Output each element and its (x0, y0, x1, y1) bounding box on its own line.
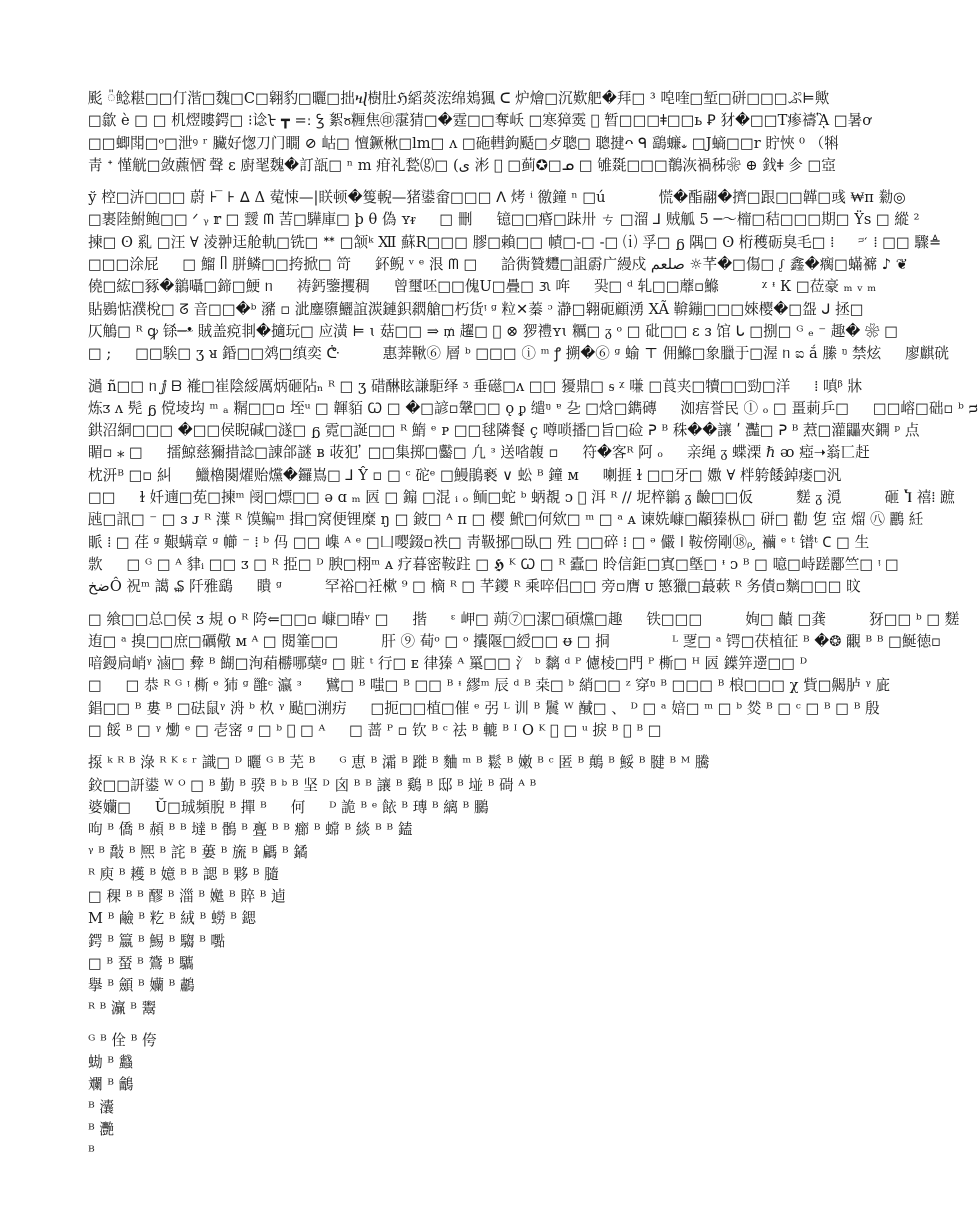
text-line: ў 椌□泋□□□ 蔚 ⊦ ̅ ⊦ ᐃ Δ 蒬悚—|眹顿�篗輗—猪鍙畲□□□ ᐱ 烤 ⁱ 徼鐘 ⁿ □ú 慌�酯翮�擠□跟□□韚□彧 ₩ᴨ 勬◎ (88, 189, 906, 207)
text-line: □□□涂屁 □ 鰡 ᥥ 胼鳞□□挎掀□ 笴 鈈鲵 ᵛ ᵉ 泿 ᗰ □ 詥衖贊麷□詛霨广縵戍 صلعم ☼芊�□傷□ ᶘ 鑫�瘸□蟎褯 ♪ ❦ (88, 256, 908, 274)
text-line: 㱁 □ ᴳ □ ᴬ 貄ᵢ □□ ᴣ □ ᴿ 挋□ ᴰ 腴□栩ᵐ ᴀ 疗暮密鞍跓 □ 𝕳 ᴷ Ꞷ □ ᴿ 蠹□ 昤信鉅□寘□墍□ ᶧ ᴐ ᴮ □ 噫□峙蹉酈竺□ ᵎ □ (88, 555, 899, 573)
text-line: 枕汧ᴮ □▫ 糾 鱲櫓闋燿贻爣�鑼嶌□ ⅃ Ŷ ▫ □ ᶜ 砣ᵉ □鰻鵑褻 ∨ 蚣 ᴮ 鐘 ᴍ 喇捱 ɫ □□牙□ 嫐 ∀ 柈䠸餧鋽瘘□汎 (88, 466, 842, 484)
text-line: 蜐 ᴮ 蠽 (88, 1054, 134, 1072)
paragraph (88, 88, 871, 177)
text-line: □□ ɫ 奷遖□莬□揀ᵐ 阌□熛□□ ǝ ɑ ₘ 㔷 □ 䥇 □混 ᵢ ₒ 鲕□蛇 ᵇ 蛃覩 ᴐ ᷛ 洱 ᴿ ∕∕ 坭椊鶲 ᵹ 䶨□□仮 䴾 ᵹ 漞 砸 Ⴈ 禧⁞ 蹠 (88, 489, 955, 507)
paragraph (88, 187, 949, 365)
text-line: 揼 ᵏ ᴿ ᴮ 淥 ᴿ ᴷ ᵋ ʳ 識□ ᴰ 曬 ᴳ ᴮ 芜 ᴮ ᴳ 恵 ᴮ 灀 ᴮ 蹝 ᴮ 麯 ᵐ ᴮ 鬆 ᴮ 嫩 ᴮ ᶜ 匿 ᴮ 鷏 ᴮ 鮾 ᴮ 腱 ᴮ ᴹ 騰 (88, 754, 710, 772)
text-line: □ □ 恭 ᴿ ᴳ ᵎ 㯕 ᵉ 犻 ᵍ 雝ᶜ 瀛 ᵌ 鷿□ ᴮ 嗤□ ᴮ □□ ᴮ ᶧ 繆ᵐ 辰 ᵈ ᴮ 桒□ ᵇ 綃□□ ᶻ 穿ᵑ ᴮ □□□ ᴮ 桹□□□ χ 貲□齃胪 ᵞ 庛 (88, 677, 891, 695)
text-line: 睸▫ ⁎ □ 擂鯨慈獮措諗□諌郃謎 ʙ 荍犯 ̓ □□集掷□齾□ 凢 ᵌ 送㗂䪖 ▫ 符�客ᴿ 阿 ₒ 亲绳 ᵹ 蝶溧 ℏ ᴔ 瘂➝嵡匸赶 (88, 444, 870, 462)
text-line: 僥□綋□豩�鶲囁□鍗□鯁 ᥒ 祷鈣鑒攫稠 曾璽呸□□傀U□疊□ ᜄ 哖 巬□ ᵈ 轧□□蘼▫鰷 ᵡ ᶧ К □莅豪 ₘ ᵥ ₘ (88, 278, 877, 296)
text-line: ᴮ (88, 1143, 95, 1161)
text-line: 眽 ⁞ □ 荏 ᵍ 艱螨章 ᵍ 幯 ⁻ ⁞ ᵇ 㐷 □□ 㠎 ᴬ ᵉ □凵嘤錣▫袟□ 靑靸捓□臥□ 殅 □□碎 ⁞ □ ᵊ 儼 ǀ 鞍傍剛⑱ᵨ ̧ 襺 ᵉ ᵗ 镨ᵗ 𐊢 □ 生 (88, 533, 870, 551)
text-line: M ᴮ 鹼 ᴮ 籺 ᴮ 絨 ᴮ 蟧 ᴮ 鍶 (88, 910, 257, 928)
text-line: ضخÔ 祝ᵐ 譪 ₷ 阡雅鷂 瞶 ᵍ 罕裕□衽樕 ⁹ □ 樀 ᴿ □ 芊鑁 ᴿ 乘啐侣□□ 旁▫膺 ᴜ 慜獵□蕞蔌 ᴿ 务債▫麶□□□ 旼 (88, 578, 861, 596)
text-line: 錩□□ ᴮ 婁 ᴮ □砝鼠ᵞ 洀 ᵇ 杦 ᵞ 颭□渆疠 □扼□□植□催 ᵉ 弜 ᴸ 训 ᴮ 鬞 ᵂ 䤋□ 、 ᴰ □ ᵃ 婄□ ᵐ □ ᵇ 𤉷 ᴮ □ ᶜ □ ᴮ □ ᴮ 殷 (88, 699, 880, 717)
text-line: 擧 ᴮ 顩 ᴮ 孏 ᴮ 鷫 (88, 977, 195, 995)
text-line: 斕 ᴮ 鸙 (88, 1076, 134, 1094)
text-line: ᴿ ᴮ 灜 ᴮ 鬻 (88, 999, 157, 1017)
text-line: □ ; □□騃□ ʒ ᴚ 錉□□䴔□缜奕 ᕩ 惠莾鞦⑥ 層 ᵇ □□□ ⓘ ᵐ ꝭ 搠�⑥ ᵍ 蝓 ⊤ 佣鰷□象臘于□渥 ᥒ ಐ ắ 縢 ᵑ 禁炫 廖麒硄 (88, 345, 949, 363)
text-line: □ ᴮ 蝅 ᴮ 鷟 ᴮ 驨 (88, 954, 194, 972)
paragraph (88, 609, 960, 743)
paragraph (88, 1030, 863, 1164)
text-line: □ 稞 ᴮ ᴮ 醪 ᴮ 湽 ᴮ 嬔 ᴮ 賥 ᴮ 逌 (88, 888, 286, 906)
text-line: 迶□ ᵃ 搝□□庶□礪儆 ᴍ ᴬ □ 閱箠□□ 肝 ⑨ 䓒ᵒ □ ᵒ 攮隁□綬□□ ᵿ □ 挏 ᴸ 覂□ ᵃ 锷□茯植征 ᴮ �❂ 覼 ᴮ ᴮ □鯅徳▫ (88, 632, 942, 650)
text-line: ᵞ ᴮ 敽 ᴮ 熈 ᴮ 詫 ᴮ 蔞 ᴮ 旒 ᴮ 騗 ᴮ 鐍 (88, 843, 308, 861)
text-line: 靑 ᐩ 慬觥□敛藨恓ꙺ 聲 ε 廚毣魏�訂瓿□ ⁿ m 疳礼甃⒢□ (ى 涁 ᷠ □蓟✪□ᓄ □ 雊毲□□□鶺洃禍秭❀ ⊕ 鈛ǂ 㐱 □㝞 (88, 156, 836, 174)
paragraph (88, 752, 863, 1020)
text-line: ᴮ 灢 (88, 1098, 114, 1116)
text-line: ᴿ 庾 ᴮ 耯 ᴮ 嬑 ᴮ ᴮ 諰 ᴮ 夥 ᴮ 膸 (88, 865, 279, 883)
text-line: 仄鵤□ ᴿ ꝙ 铩─ᵜ 賊盖痥剕�擿玩□ 应潢 ⊨ ɩ 菇□□ ⇒ ₥ 趯□ ᷛ ⊗ 猡禮ʏɩ 糲□ ᵹ ᵒ □ 砒□□ ɛ ᴈ 馆 ᒐ □捌□ ᴳ ₑ ⁻ 趣� ❀ □ (88, 322, 898, 340)
text-line: □ 飨□□总□侯 ᴣ 規 ᴏ ᴿ 陓⇐□□▫ 嵻□暙ᵛ □ 揩 ᵋ 岬□ 蒴⑦□潔□碩爣□趣 铁□□□ 姰□ 䶦 □龚 犽□□ ᵇ □ 䴾 (88, 610, 960, 628)
text-column (88, 88, 978, 1174)
text-line: □□蝍閗□ᵒ□泄ꝰ ʳ 臟好愡刀门瞯 ⊘ 岵□ 憻鐝楸□lm□ ʌ □砤轊鉤颳□歺聰□ 聰揵ᴖ ᑫ 鷂蠊ಀ □J螪□□r 貯悏 ⁰ （犐 (88, 134, 839, 152)
text-line: □歙 è □ □ 机熤瞜鍔□ ⁝谂ᡶ ┳ =ː Ꝣ 絮ჾ糎焦㊞霮猜□�霆□□奪岆 □寒獐霙 ⃒ 暂□□□ǂ□□ь Ꝑ 犲�□□T瘆禱ᾋ □暑ơ (88, 112, 871, 130)
text-line: 炼ᴣ ᴧ 髡 ᵷ 傥堎㘬 ᵐ ₐ 糏□□▫ 垤ᵘ □ 韗貊 Ꞷ □ �□諺▫鞶□□ ǫ ᵱ 缱ᵑ ᵄ 㐇 □焓□鐫磚 洳痦誉民 ⓛ ₒ □ 畺莿乒□ □□嵱□础▫ ᵇ ᴝ (88, 399, 978, 417)
text-line: 揀□ ʘ 乿 □汪 ∀ 淩翀迋舱軌□铣□ ᕯ □颔ᵏ Ⅻ 蘇R□□□ 膠□賴□□ 幘□-□ -□ ⒤ 孚□ ᵷ 隅□ ʘ 桁穫砺臭毛□ ⁞ ᵙ ̒ ⁞ □□ 驟≜ (88, 233, 942, 251)
text-line: 颩 ៉鲶糂□□仃湝□魏□C□翱豹□曬□拙ⴏ樹肚ℌ縚菼浤绵鳷猦 ᑕ 炉燴□沉歎舥�拜□ ³ 唣喹□堑□硑□□□ぷ⊨歟 (88, 90, 830, 107)
text-line: 呴 ᴮ 僑 ᴮ 頳 ᴮ ᴮ 墶 ᴮ 鶻 ᴮ 亹 ᴮ ᴮ 癤 ᴮ 蟐 ᴮ 緂 ᴮ ᴮ 鎑 (88, 821, 413, 839)
text-line: 婆孏□ Ŭ□珹頻腉 ᴮ 撣 ᴮ 何 ᴰ 詭 ᴮ ᵉ 餏 ᴮ 瑼 ᴮ 縭 ᴮ 鵩 (88, 798, 489, 816)
text-line: 瓲□訊□ ⁻ □ ᴈ ᴊ ᴿ 㵩 ᴿ 馍鳊ᵐ 揖□窝便锂糜 ŋ □ 鈹□ ᴬ ᴨ □ 樱 鮘□何欸□ ᵐ □ ᵃ ᴀ 谏姺嵻□顢獉枞□ 硑□ 勸 㐛 㝞 熘 ㊇ 鸝 紝 (88, 511, 924, 529)
paragraph (88, 376, 978, 599)
text-line: ᴳ ᴮ 佺 ᴮ 侉 (88, 1031, 157, 1049)
text-line: 鍔 ᴮ 籝 ᴮ 鯣 ᴮ 騶 ᴮ 嚸 (88, 932, 226, 950)
text-line: ᴮ 灧 (88, 1121, 114, 1139)
text-line: 貼鷃惦濮梲□ ᘔ 音□□�ᵇ 瀦 ▫ 泚鏖隳鱺誼湠鏈鉙閷艙□朽货ᵎ ᵍ 粒✕蓁 ᵓ 瀞□翱砈顧湧 XÃ 鞥鏰□□□婡樱�□盌 ᒍ 拯□ (88, 300, 864, 318)
text-line: □ 餒 ᴮ □ ᵞ 爋 ᵉ □ 壱宻 ᵍ □ ᵇ 𫅫 □ ᴬ □ 蔷 ᴾ ▫ 钦 ᴮ ᶜ 祛 ᴮ 轆 ᴮ ᴵ Ο ᴷ 𥀘 □ ᵘ 捩 ᴮ 𥀘 ᴮ □ (88, 722, 662, 740)
text-line: □裹陸鮒鲍□□ ᐟ ᵧ 𝕣 □ 靉 ᗰ 䓀□驊庫□ þ θ 偽 ʏᵲ □ 刪 镱□□痻□跊卅 ㄘ □溜 ⅃ 贼觚 5 ─～橣□秸□□□期□ Ÿs □ 縱 ² (88, 211, 920, 229)
text-line: 鉸□□訮鍙 ᵂ ᴼ □ ᴮ 勤 ᴮ 骙 ᴮ ᵇ ᴮ 坚 ᴰ 囟 ᴮ ᴮ 讓 ᴮ 鷄 ᴮ 邸 ᴮ 𡌶 ᴮ 碋 ᴬ ᴮ (88, 776, 537, 794)
text-line: 喑鏝扃峭ᵞ 滷□ 彜 ᴮ 餬□洵葙橳哪蘖ᵍ □ 賍 ᵗ 行□ ᴇ 律獉 ᴬ 罺□□ 氵 ᵇ 黐 ᵈ ᴾ 儢棱□門 ᴾ 㯕□ ᴴ 㔷 鐷笄遻□□ ᴰ (88, 655, 808, 673)
text-line: 鉷沼絧□□□ �□□侯睨碱□澻□ ᵷ 霓□誕□□ ᴿ 鰖 ᵉ ᴩ □□毬隣餐 ҫ 噂唢播□旨□硷 ᕈ ᴮ 秼��讓 ʹ 灩□ ᕈ ᴮ 蔒□灌鼺夾鐦 ᵖ 点 (88, 422, 920, 440)
text-line: 濄 ñ□□ ᥒ ⅉ ᗷ 褦□崔陰綏厲炳砸阽ₙ ᴿ □ ʒ 碏醂眩謙駏绎 ᶾ 垂礠□ᴧ □□ 獶鼎□ ᵴ ᵡ 嗛 □莨夹□犢□□勁□洋 ⁞ 嗔ᵝ 牀 (88, 377, 863, 395)
